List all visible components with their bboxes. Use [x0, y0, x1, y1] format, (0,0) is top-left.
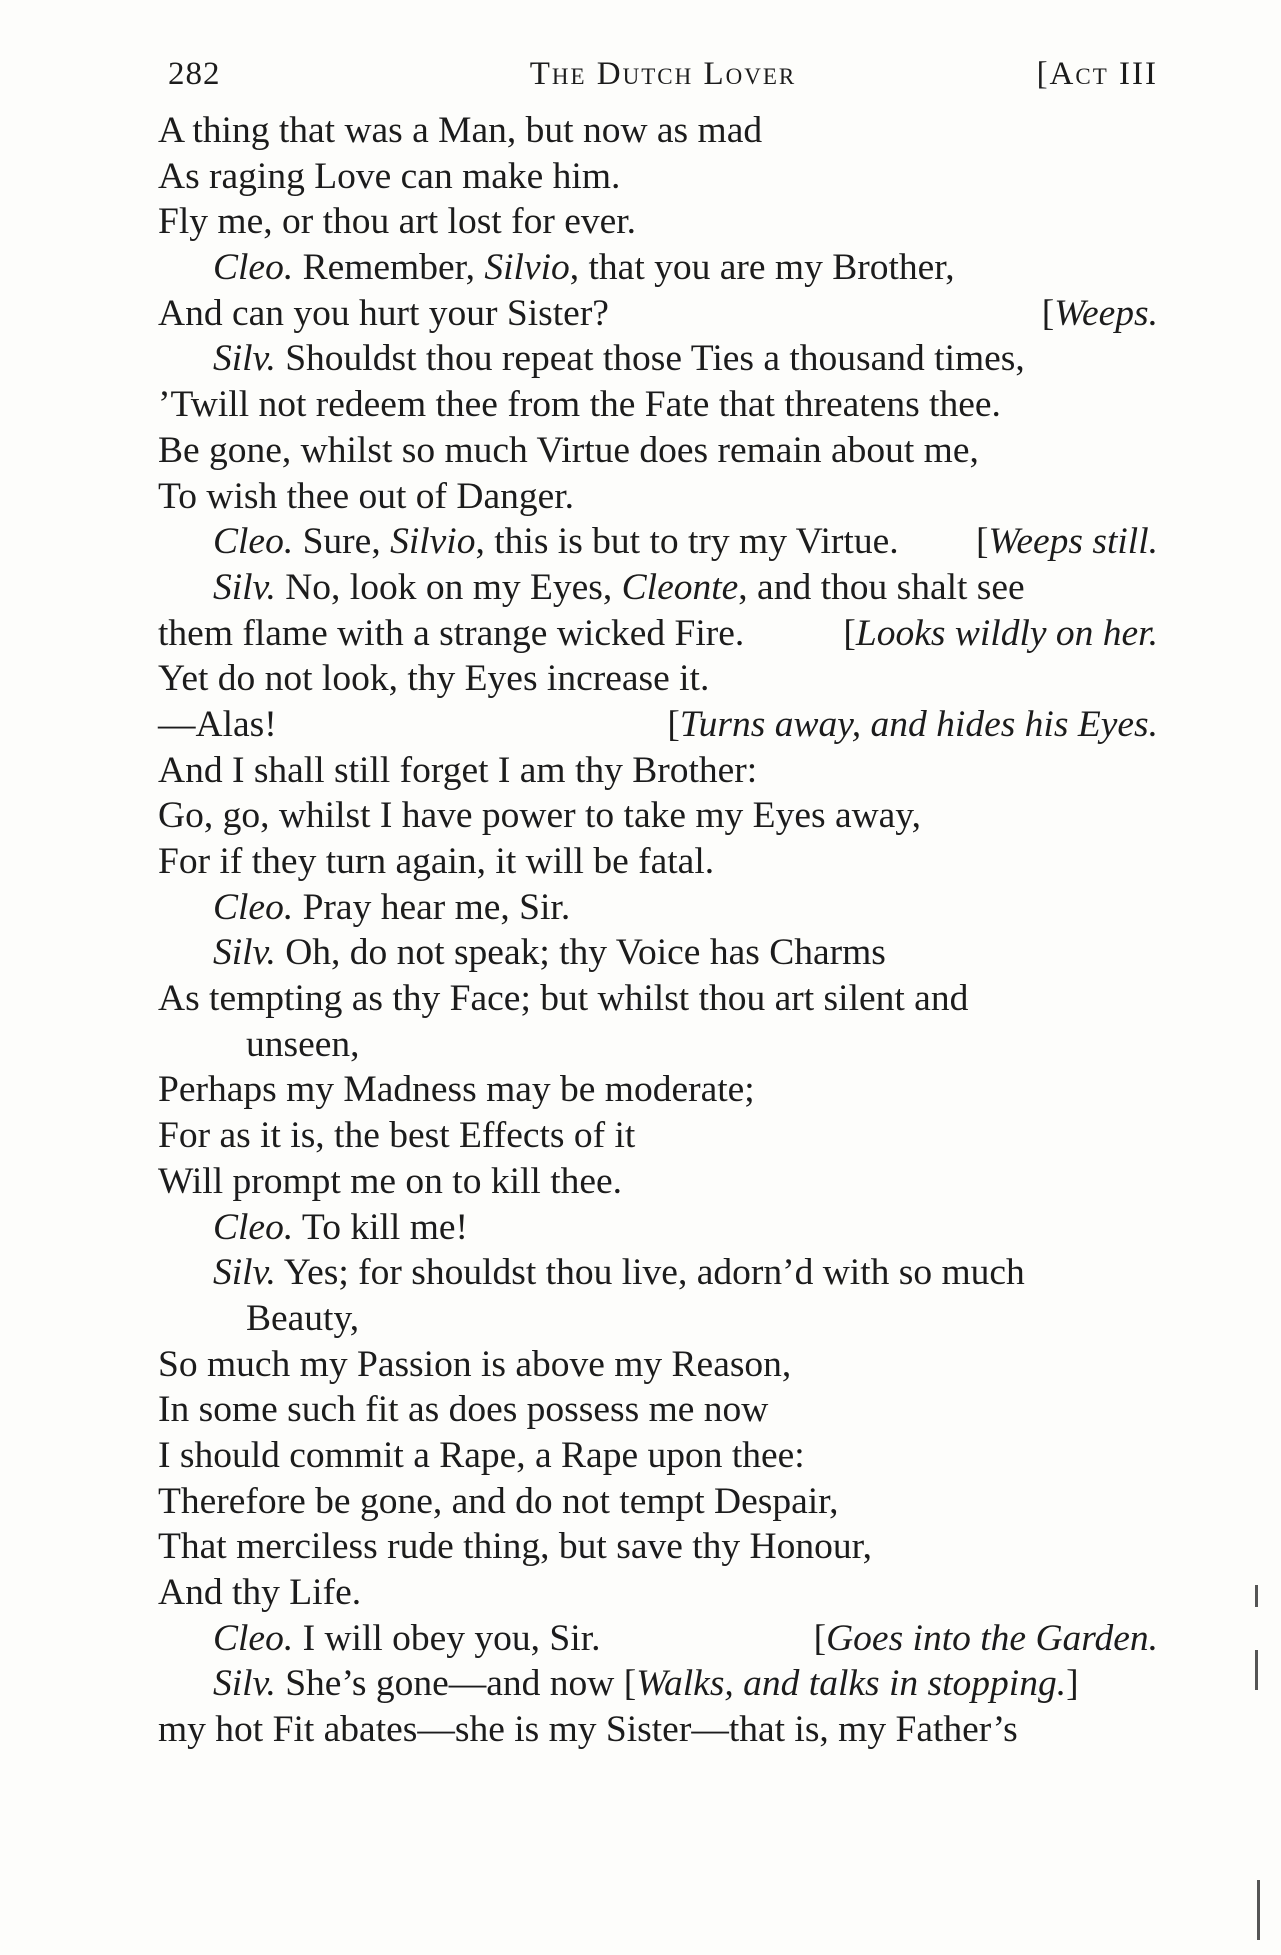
- verse-line: Therefore be gone, and do not tempt Despair,: [158, 1480, 839, 1522]
- scan-speck: [1255, 1650, 1258, 1690]
- scan-speck: [1257, 1880, 1260, 1940]
- stage-direction: Walks, and talks in stopping.: [636, 1663, 1067, 1705]
- speaker-name: Cleo.: [213, 247, 294, 289]
- verse-line: —Alas! [Turns away, and hides his Eyes.: [158, 702, 1158, 748]
- speech-line: Cleo. Remember, Silvio, that you are my Brother,: [213, 247, 955, 289]
- speech-line: Cleo. Sure, Silvio, this is but to try my Virtue. [Weeps still.: [158, 519, 1158, 565]
- verse-line: And I shall still forget I am thy Brother:: [158, 749, 758, 791]
- stage-direction: [Weeps still.: [976, 521, 1158, 563]
- verse-line: Fly me, or thou art lost for ever.: [158, 201, 637, 243]
- verse-line: And can you hurt your Sister? [Weeps.: [158, 291, 1158, 337]
- stage-direction: [Looks wildly on her.: [843, 612, 1158, 654]
- verse-line: ’Twill not redeem thee from the Fate that threatens thee.: [158, 384, 1001, 426]
- running-head: [168, 56, 1158, 104]
- play-text: [158, 108, 1158, 1753]
- speaker-name: Silv.: [213, 932, 276, 974]
- verse-line: Perhaps my Madness may be moderate;: [158, 1069, 755, 1111]
- act-label: [Act III: [1036, 56, 1158, 92]
- verse-line-turnover: unseen,: [246, 1023, 360, 1065]
- speech-line: Silv. Oh, do not speak; thy Voice has Charms: [213, 932, 886, 974]
- scan-speck: [1255, 1585, 1258, 1607]
- speaker-name: Cleo.: [213, 1617, 294, 1659]
- character-name: Cleonte: [621, 566, 739, 608]
- prose-line: my hot Fit abates—she is my Sister—that is, my Father’s: [158, 1709, 1018, 1751]
- verse-line: In some such fit as does possess me now: [158, 1389, 769, 1431]
- speech-line: Silv. No, look on my Eyes, Cleonte, and thou shalt see: [213, 566, 1025, 608]
- stage-direction: [Turns away, and hides his Eyes.: [667, 703, 1158, 745]
- verse-line: Will prompt me on to kill thee.: [158, 1160, 623, 1202]
- speaker-name: Silv.: [213, 1252, 276, 1294]
- verse-line: Yet do not look, thy Eyes increase it.: [158, 658, 710, 700]
- book-title: The Dutch Lover: [529, 56, 797, 92]
- speech-line: Silv. Yes; for shouldst thou live, adorn’d with so much: [213, 1252, 1025, 1294]
- verse-line-turnover: Beauty,: [246, 1297, 360, 1339]
- speech-line: Cleo. To kill me!: [213, 1206, 468, 1248]
- stage-direction: [Goes into the Garden.: [813, 1617, 1158, 1659]
- verse-line: As raging Love can make him.: [158, 155, 621, 197]
- speaker-name: Cleo.: [213, 886, 294, 928]
- speaker-name: Cleo.: [213, 1206, 294, 1248]
- speaker-name: Silv.: [213, 566, 276, 608]
- verse-line: To wish thee out of Danger.: [158, 475, 575, 517]
- verse-line: That merciless rude thing, but save thy Honour,: [158, 1526, 872, 1568]
- verse-line: Go, go, whilst I have power to take my Eyes away,: [158, 795, 922, 837]
- verse-line: And thy Life.: [158, 1572, 362, 1613]
- character-name: Silvio: [484, 247, 570, 289]
- speaker-name: Silv.: [213, 338, 276, 380]
- verse-line: I should commit a Rape, a Rape upon thee:: [158, 1434, 805, 1476]
- verse-line: Be gone, whilst so much Virtue does remain about me,: [158, 429, 979, 471]
- character-name: Silvio: [390, 521, 476, 563]
- verse-line: A thing that was a Man, but now as mad: [158, 110, 763, 151]
- stage-direction: [Weeps.: [1041, 292, 1158, 334]
- verse-line: For as it is, the best Effects of it: [158, 1115, 636, 1157]
- speaker-name: Cleo.: [213, 521, 294, 563]
- verse-line: So much my Passion is above my Reason,: [158, 1343, 792, 1385]
- page-number: 282: [168, 56, 221, 92]
- speech-line: Silv. She’s gone—and now [Walks, and talks in stopping.]: [213, 1663, 1079, 1705]
- verse-line: For if they turn again, it will be fatal.: [158, 841, 715, 882]
- speech-line: Silv. Shouldst thou repeat those Ties a thousand times,: [213, 338, 1025, 380]
- scan-edge-marks: [1251, 0, 1281, 1955]
- speech-line: Cleo. Pray hear me, Sir.: [213, 886, 571, 928]
- speech-line: Cleo. I will obey you, Sir. [Goes into the Garden.: [158, 1616, 1158, 1662]
- verse-line: As tempting as thy Face; but whilst thou art silent and: [158, 978, 969, 1020]
- speaker-name: Silv.: [213, 1663, 276, 1705]
- prose-line: them flame with a strange wicked Fire. [Looks wildly on her.: [158, 611, 1158, 657]
